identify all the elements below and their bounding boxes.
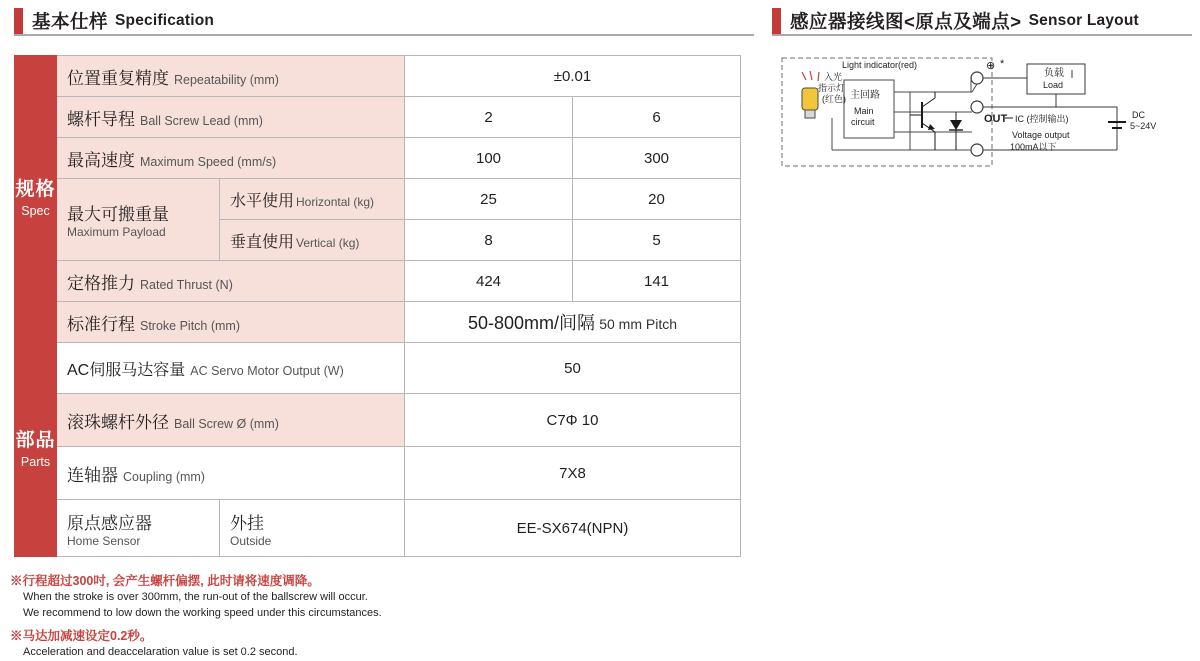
label-load-cn: 负载 xyxy=(1044,68,1064,79)
sensor-section-header xyxy=(772,8,1139,34)
table-row xyxy=(15,500,741,557)
value-ball-screw-lead-2: 6 xyxy=(573,97,741,138)
table-row xyxy=(15,179,741,220)
row-name-cn: 螺杆导程 xyxy=(67,109,135,129)
value-max-speed-1: 100 xyxy=(405,138,573,179)
label-load-en: Load xyxy=(1043,80,1064,90)
specification-title-en: Specification xyxy=(115,12,215,29)
value-stroke-pitch-suffix: 50 mm Pitch xyxy=(599,316,678,332)
sensor-header-underline xyxy=(772,34,1192,36)
row-name-en: Maximum Payload xyxy=(67,225,166,239)
sensor-title-cn: 感应器接线图<原点及端点> xyxy=(790,11,1022,32)
label-out: OUT xyxy=(984,113,1008,125)
row-name-home-sensor xyxy=(57,500,220,557)
row-name-cn: 标准行程 xyxy=(67,314,135,334)
sub-row-horizontal xyxy=(220,179,405,220)
value-rated-thrust-1: 424 xyxy=(405,261,573,302)
sub-row-vertical xyxy=(220,220,405,261)
specification-title-cn: 基本仕样 xyxy=(32,11,109,32)
group-label-parts xyxy=(15,343,57,557)
label-main-circuit-en1: Main xyxy=(854,106,874,116)
value-coupling: 7X8 xyxy=(405,447,741,500)
row-name-cn: 最大可搬重量 xyxy=(67,205,169,224)
sub-row-cn: 垂直使用 xyxy=(230,233,295,251)
row-name-cn: 最高速度 xyxy=(67,150,135,170)
label-main-circuit-en2: circuit xyxy=(851,117,875,127)
label-plus-terminal: ⊕ xyxy=(986,60,996,72)
row-name-en: AC Servo Motor Output (W) xyxy=(190,363,344,378)
label-star: * xyxy=(1000,58,1005,70)
value-rated-thrust-2: 141 xyxy=(573,261,741,302)
row-name-ball-screw-lead xyxy=(57,97,405,138)
row-name-ball-screw-diameter xyxy=(57,394,405,447)
value-home-sensor: EE-SX674(NPN) xyxy=(405,500,741,557)
label-light-in-cn3: (红色) xyxy=(822,94,846,104)
value-ball-screw-diameter: C7Φ 10 xyxy=(405,394,741,447)
table-row xyxy=(15,394,741,447)
note-black-3: Acceleration and deaccelaration value is set 0.2 second. xyxy=(23,646,298,659)
row-name-en: Maximum Speed (mm/s) xyxy=(140,154,277,169)
footnotes xyxy=(10,572,750,661)
label-light-indicator: Light indicator(red) xyxy=(842,60,918,70)
sensor-wiring-diagram xyxy=(772,50,1187,190)
label-dc: DC xyxy=(1132,110,1145,120)
table-row xyxy=(15,97,741,138)
group-label-spec-en: Spec xyxy=(21,204,50,219)
group-label-parts-cn: 部品 xyxy=(15,429,56,451)
label-light-in-cn2: 指示灯 xyxy=(818,83,846,93)
row-name-cn: 原点感应器 xyxy=(67,513,152,533)
row-name-en: Rated Thrust (N) xyxy=(140,277,233,292)
transistor-icon xyxy=(910,92,935,150)
row-name-en: Coupling (mm) xyxy=(123,469,205,484)
accent-bar xyxy=(14,8,23,34)
row-name-cn: 滚珠螺杆外径 xyxy=(67,412,169,432)
sensor-diagram-svg xyxy=(772,50,1187,190)
table-row xyxy=(15,343,741,394)
row-name-stroke-pitch xyxy=(57,302,405,343)
value-vertical-2: 5 xyxy=(573,220,741,261)
note-red-1: ※行程超过300吋, 会产生螺杆偏摆, 此时请将速度调降。 xyxy=(10,574,320,588)
label-light-in-cn: 入光 xyxy=(824,72,843,82)
row-name-max-payload xyxy=(57,179,220,261)
sub-row-en: Horizontal (kg) xyxy=(296,194,375,209)
sub-row-outside xyxy=(220,500,405,557)
sub-row-cn: 水平使用 xyxy=(230,192,295,210)
table-row xyxy=(15,56,741,97)
value-repeatability: ±0.01 xyxy=(405,56,741,97)
note-red-2: ※马达加减速设定0.2秒。 xyxy=(10,629,153,643)
specification-table xyxy=(14,55,741,557)
row-name-max-speed xyxy=(57,138,405,179)
row-name-en: Home Sensor xyxy=(67,533,141,548)
label-dc-range: 5~24V xyxy=(1130,121,1157,131)
value-ball-screw-lead-1: 2 xyxy=(405,97,573,138)
sub-row-en: Outside xyxy=(230,533,272,548)
value-max-speed-2: 300 xyxy=(573,138,741,179)
group-label-spec xyxy=(15,56,57,343)
note-black-2: We recommend to low down the working speed under this circumstances. xyxy=(23,607,382,620)
sub-row-en: Vertical (kg) xyxy=(296,235,360,250)
accent-bar-2 xyxy=(772,8,781,34)
led-indicator-icon xyxy=(802,71,819,118)
sensor-title-en: Sensor Layout xyxy=(1028,12,1139,29)
row-name-cn: 位置重复精度 xyxy=(67,68,169,88)
value-horizontal-1: 25 xyxy=(405,179,573,220)
table-row xyxy=(15,447,741,500)
diode-icon xyxy=(949,112,963,150)
value-stroke-pitch-main: 50-800mm/间隔 xyxy=(467,313,596,333)
table-row xyxy=(15,138,741,179)
row-name-cn: AC伺服马达容量 xyxy=(67,361,186,379)
row-name-rated-thrust xyxy=(57,261,405,302)
row-name-cn: 连轴器 xyxy=(67,465,118,485)
label-voltage-output: Voltage output xyxy=(1012,130,1070,140)
label-main-circuit-cn: 主回路 xyxy=(850,90,880,101)
row-name-servo-output xyxy=(57,343,405,394)
row-name-cn: 定格推力 xyxy=(67,273,135,293)
group-label-parts-en: Parts xyxy=(20,454,51,469)
value-stroke-pitch xyxy=(405,302,741,343)
row-name-coupling xyxy=(57,447,405,500)
row-name-en: Ball Screw Lead (mm) xyxy=(140,113,263,128)
sub-row-cn: 外挂 xyxy=(230,513,264,533)
value-vertical-1: 8 xyxy=(405,220,573,261)
row-name-repeatability xyxy=(57,56,405,97)
row-name-en: Stroke Pitch (mm) xyxy=(140,318,241,333)
group-label-spec-cn: 规格 xyxy=(15,179,56,201)
row-name-en: Ball Screw Ø (mm) xyxy=(174,416,279,431)
note-black-1: When the stroke is over 300mm, the run-out of the ballscrew will occur. xyxy=(23,591,368,604)
label-voltage-limit: 100mA以下 xyxy=(1010,142,1057,152)
specification-section-header xyxy=(14,8,754,34)
value-servo-output: 50 xyxy=(405,343,741,394)
table-row xyxy=(15,302,741,343)
specification-header-underline xyxy=(14,34,754,36)
label-ic-output: IC (控制输出) xyxy=(1015,114,1069,124)
value-horizontal-2: 20 xyxy=(573,179,741,220)
row-name-en: Repeatability (mm) xyxy=(174,72,279,87)
table-row xyxy=(15,261,741,302)
